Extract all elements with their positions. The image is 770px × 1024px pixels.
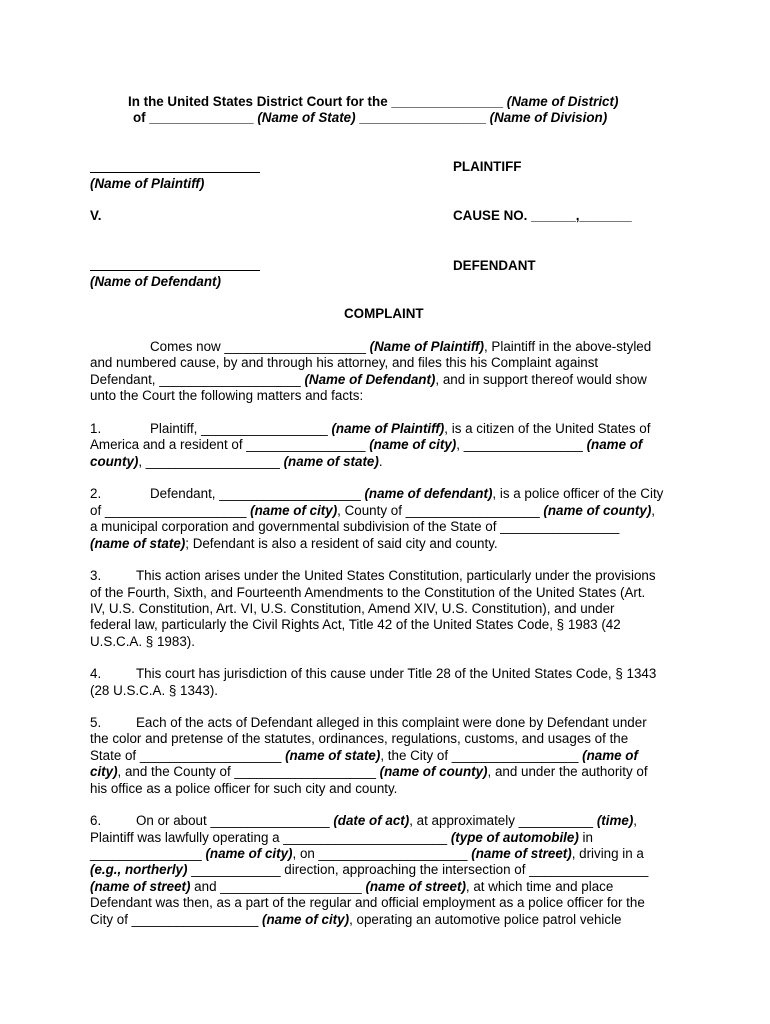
text-line <box>90 421 101 437</box>
text-segment: county) <box>90 454 139 469</box>
text-line <box>90 372 647 388</box>
text-segment: (name of state) <box>90 536 186 551</box>
text-segment: (name of county) <box>543 503 652 518</box>
text-segment: , at approximately __________ <box>409 813 597 828</box>
defendant-signature-line <box>90 270 260 271</box>
text-segment: (type of automobile) <box>450 830 579 845</box>
text-segment: , driving in a <box>571 846 644 861</box>
text-segment: , is a police officer of the City <box>492 486 664 501</box>
text-segment: This action arises under the United States Constitution, particularly under the provisions <box>136 568 656 583</box>
text-segment: This court has jurisdiction of this cause under Title 28 of the United States Code, § 1343 <box>136 666 657 681</box>
text-segment: Plaintiff was lawfully operating a ______________________ <box>90 830 451 845</box>
text-segment: ; Defendant is also a resident of said city and county. <box>185 536 498 551</box>
text-segment: (name of Plaintiff) <box>331 421 445 436</box>
text-segment: 4. <box>90 666 102 681</box>
text-segment: (name of county) <box>379 764 488 779</box>
text-segment: _______________ <box>90 846 206 861</box>
text-segment: (Name of District) <box>506 94 619 109</box>
text-segment: Defendant was then, as a part of the regular and official employment as a police officer for the <box>90 895 645 910</box>
text-segment: 6. <box>90 813 102 828</box>
text-line <box>90 503 655 519</box>
plaintiff-name-label: (Name of Plaintiff) <box>90 176 205 191</box>
text-line <box>90 748 638 764</box>
text-segment: _________________ <box>355 110 490 125</box>
text-segment: and numbered cause, by and through his attorney, and files this his Complaint against <box>90 355 599 370</box>
versus-label: V. <box>90 208 102 223</box>
text-segment: , at which time and place <box>465 879 614 894</box>
text-segment: (name of city) <box>205 846 293 861</box>
text-segment: ____________ direction, approaching the intersection of ________________ <box>187 862 649 877</box>
text-line <box>136 813 637 829</box>
text-segment: (name of defendant) <box>364 486 493 501</box>
text-line <box>150 486 663 502</box>
text-line <box>90 568 101 584</box>
text-segment: 2. <box>90 486 102 501</box>
text-line <box>90 617 621 633</box>
text-line <box>136 666 656 682</box>
text-segment: (name of street) <box>365 879 466 894</box>
court-header-line-1 <box>128 94 618 110</box>
text-segment: (Name of Plaintiff) <box>369 339 484 354</box>
text-segment: (name of state) <box>283 454 379 469</box>
text-segment: (name of street) <box>90 879 191 894</box>
text-segment: Comes now ___________________ <box>150 339 370 354</box>
text-segment: . <box>378 454 383 469</box>
text-segment: a municipal corporation and governmental subdivision of the State of ________________ <box>90 519 620 534</box>
text-segment: (name of state) <box>285 748 381 763</box>
text-segment: city) <box>90 764 118 779</box>
text-segment: (name of street) <box>471 846 572 861</box>
text-line <box>150 339 651 355</box>
text-line <box>90 813 101 829</box>
text-line <box>90 683 218 699</box>
text-segment: of ______________ <box>133 110 258 125</box>
text-segment: , is a citizen of the United States of <box>444 421 651 436</box>
text-segment: 3. <box>90 568 102 583</box>
text-line <box>90 519 619 535</box>
text-line <box>90 895 645 911</box>
text-segment: (name of city) <box>262 912 350 927</box>
text-segment: , and under the authority of <box>487 764 648 779</box>
text-segment: of ___________________ <box>90 503 251 518</box>
text-segment: unto the Court the following matters and facts: <box>90 388 364 403</box>
text-line <box>90 846 644 862</box>
text-line <box>90 715 101 731</box>
defendant-name-label: (Name of Defendant) <box>90 274 221 289</box>
text-segment: (name of city) <box>369 437 457 452</box>
text-segment: federal law, particularly the Civil Rights Act, Title 42 of the United States Code, § 1983 (42 <box>90 617 621 632</box>
text-segment: (name of city) <box>250 503 338 518</box>
text-line <box>90 764 648 780</box>
text-line <box>136 715 647 731</box>
text-line <box>90 355 598 371</box>
text-line <box>150 421 650 437</box>
text-line <box>90 601 615 617</box>
text-segment: (name of <box>586 437 643 452</box>
text-segment: (Name of State) <box>257 110 356 125</box>
text-segment: , the City of _________________ <box>380 748 583 763</box>
text-segment: In the United States District Court for the _______________ <box>128 94 507 109</box>
text-segment: , on ____________________ <box>292 846 472 861</box>
text-segment: , Plaintiff in the above-styled <box>483 339 652 354</box>
plaintiff-role: PLAINTIFF <box>453 159 522 174</box>
text-segment: (e.g., northerly) <box>90 862 188 877</box>
text-segment: , __________________ <box>138 454 284 469</box>
text-segment: America and a resident of ________________ <box>90 437 370 452</box>
text-line <box>90 862 648 878</box>
text-segment: , and the County of ___________________ <box>117 764 380 779</box>
text-segment: 1. <box>90 421 102 436</box>
text-segment: On or about ________________ <box>136 813 334 828</box>
text-segment: (time) <box>596 813 634 828</box>
text-line <box>90 536 498 552</box>
text-segment: , operating an automotive police patrol vehicle <box>349 912 622 927</box>
text-segment: in <box>578 830 593 845</box>
document-title: COMPLAINT <box>344 306 424 321</box>
text-segment: , County of __________________ <box>337 503 544 518</box>
text-segment: (28 U.S.C.A. § 1343). <box>90 683 219 698</box>
text-segment: IV, U.S. Constitution, Art. VI, U.S. Constitution, Amend XIV, U.S. Constitution), and under <box>90 601 615 616</box>
text-line <box>90 388 363 404</box>
text-segment: , and in support thereof would show <box>435 372 647 387</box>
text-line <box>90 454 383 470</box>
text-segment: 5. <box>90 715 102 730</box>
plaintiff-signature-line <box>90 172 260 173</box>
text-segment: of the Fourth, Sixth, and Fourteenth Amendments to the Constitution of the United States (Art. <box>90 585 646 600</box>
text-segment: Defendant, ___________________ <box>90 372 305 387</box>
text-segment: State of ___________________ <box>90 748 286 763</box>
text-segment: (Name of Division) <box>489 110 608 125</box>
text-segment: U.S.C.A. § 1983). <box>90 634 195 649</box>
text-line <box>90 781 397 797</box>
text-segment: , <box>633 813 638 828</box>
text-segment: , <box>651 503 656 518</box>
text-line <box>90 912 622 928</box>
text-line <box>90 830 593 846</box>
text-segment: and ___________________ <box>190 879 366 894</box>
text-segment: (name of <box>582 748 638 763</box>
text-line <box>90 879 613 895</box>
text-line <box>90 437 642 453</box>
text-segment: (Name of Defendant) <box>304 372 436 387</box>
text-line <box>90 585 645 601</box>
text-segment: Plaintiff, _________________ <box>150 421 332 436</box>
text-line <box>136 568 656 584</box>
cause-number: CAUSE NO. ______,_______ <box>453 208 632 223</box>
text-segment: Defendant, ___________________ <box>150 486 365 501</box>
text-segment: Each of the acts of Defendant alleged in this complaint were done by Defendant under <box>136 715 647 730</box>
court-header-line-2 <box>133 110 607 126</box>
text-line <box>90 634 195 650</box>
text-line <box>90 486 101 502</box>
text-line <box>90 731 628 747</box>
text-segment: the color and pretense of the statutes, ordinances, regulations, customs, and usages of the <box>90 731 629 746</box>
text-segment: , ________________ <box>456 437 587 452</box>
text-segment: City of _________________ <box>90 912 262 927</box>
text-line <box>90 666 101 682</box>
defendant-role: DEFENDANT <box>453 258 536 273</box>
text-segment: (date of act) <box>333 813 410 828</box>
text-segment: his office as a police officer for such city and county. <box>90 781 398 796</box>
